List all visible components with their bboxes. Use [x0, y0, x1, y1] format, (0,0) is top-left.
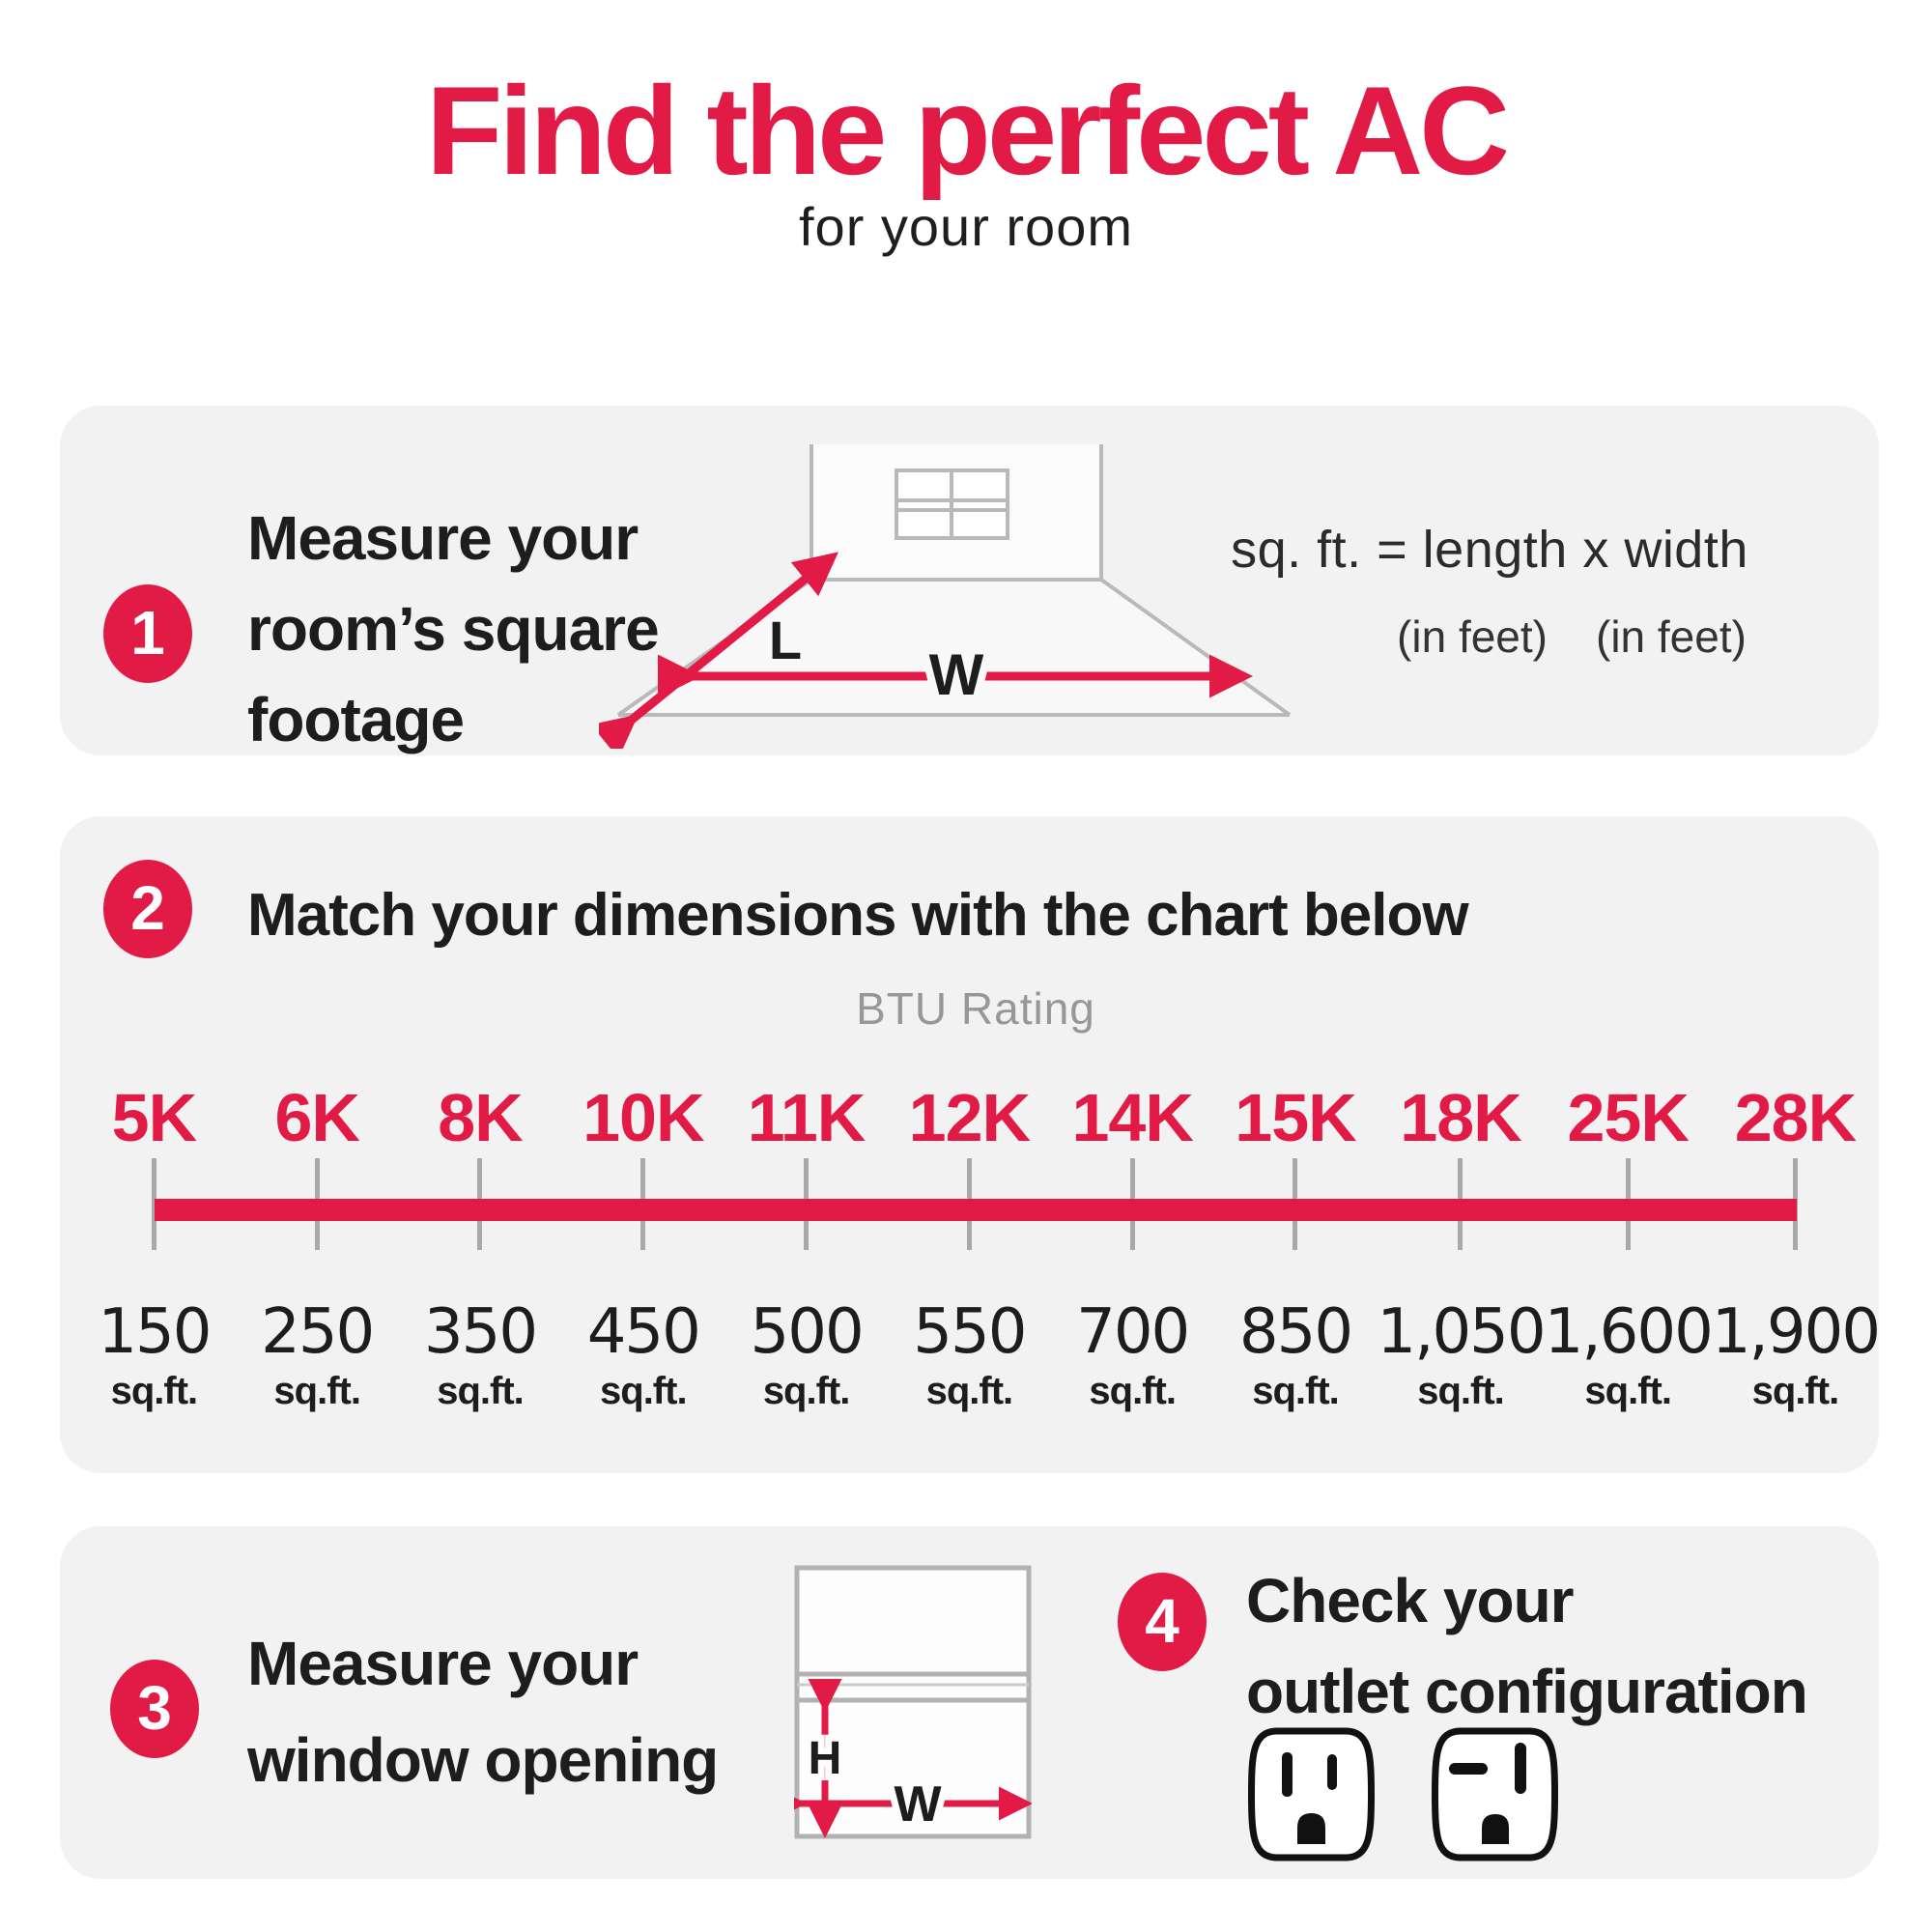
formula-equation: sq. ft. = length x width [1231, 521, 1748, 579]
btu-label: 8K [438, 1080, 523, 1155]
btu-label: 12K [908, 1080, 1031, 1155]
sqft-value: 450 [586, 1296, 699, 1368]
btu-scale-column [1214, 1077, 1378, 1463]
step1-heading-line2: room’s square [247, 594, 659, 664]
sqft-value: 150 [98, 1296, 211, 1368]
btu-label: 25K [1567, 1080, 1689, 1155]
btu-label: 14K [1071, 1080, 1193, 1155]
btu-scale-column [1545, 1077, 1712, 1463]
sqft-unit: sq.ft. [1584, 1370, 1671, 1412]
page-title: Find the perfect AC [425, 60, 1507, 201]
sqft-formula [1142, 520, 1837, 663]
sqft-unit: sq.ft. [273, 1370, 360, 1412]
sqft-value: 1,600 [1544, 1296, 1712, 1368]
window-width-label: W [894, 1776, 942, 1833]
step3-heading [247, 1615, 718, 1808]
sqft-unit: sq.ft. [1751, 1370, 1839, 1412]
sqft-value: 1,900 [1711, 1296, 1880, 1368]
step4-heading-line1: Check your [1246, 1566, 1574, 1635]
btu-label: 6K [274, 1080, 359, 1155]
step4-heading [1246, 1555, 1807, 1737]
sqft-value: 1,050 [1377, 1296, 1545, 1368]
sqft-unit: sq.ft. [600, 1370, 687, 1412]
chart-title: BTU Rating [856, 983, 1095, 1034]
btu-scale-column [399, 1077, 562, 1463]
btu-scale [72, 1077, 1879, 1463]
step3-heading-line1: Measure your [247, 1629, 639, 1698]
step1-heading [247, 493, 659, 765]
btu-scale-column [724, 1077, 888, 1463]
step3-heading-line2: window opening [247, 1725, 719, 1795]
btu-chart [72, 982, 1879, 1463]
step1-card [60, 406, 1879, 755]
formula-unit-width: (in feet) [1596, 611, 1747, 662]
step2-heading: Match your dimensions with the chart below [247, 882, 1468, 949]
sqft-unit: sq.ft. [925, 1370, 1013, 1412]
formula-units [1224, 611, 1919, 663]
step4-number-badge: 4 [1118, 1573, 1207, 1671]
step1-heading-line3: footage [247, 685, 465, 754]
btu-scale-column [1712, 1077, 1879, 1463]
btu-scale-column [561, 1077, 724, 1463]
btu-scale-bar [155, 1199, 1797, 1221]
step1-heading-line1: Measure your [247, 503, 639, 573]
btu-label: 10K [582, 1080, 704, 1155]
sqft-value: 550 [913, 1296, 1026, 1368]
step3-number-badge: 3 [110, 1660, 199, 1758]
sqft-unit: sq.ft. [437, 1370, 524, 1412]
step4-heading-line2: outlet configuration [1246, 1657, 1807, 1726]
length-label: L [768, 610, 803, 670]
page-subtitle: for your room [799, 196, 1133, 257]
formula-unit-length: (in feet) [1397, 611, 1548, 662]
sqft-unit: sq.ft. [1089, 1370, 1176, 1412]
step3-step4-card [60, 1526, 1879, 1879]
outlet-standard-icon [1246, 1724, 1377, 1864]
window-opening-diagram [794, 1565, 1032, 1839]
step2-card [60, 816, 1879, 1473]
room-window-icon [896, 470, 1008, 538]
sqft-unit: sq.ft. [1417, 1370, 1504, 1412]
btu-label: 5K [111, 1080, 197, 1155]
sqft-value: 700 [1076, 1296, 1189, 1368]
btu-scale-column [1051, 1077, 1214, 1463]
sqft-unit: sq.ft. [1252, 1370, 1339, 1412]
step2-number-badge: 2 [103, 860, 192, 958]
btu-label: 18K [1400, 1080, 1521, 1155]
outlet-tandem-icon [1430, 1724, 1560, 1864]
btu-label: 11K [747, 1080, 866, 1155]
sqft-value: 250 [261, 1296, 374, 1368]
window-height-label: H [808, 1733, 842, 1784]
btu-scale-column [72, 1077, 236, 1463]
step1-number-badge: 1 [103, 584, 192, 683]
btu-label: 15K [1235, 1080, 1356, 1155]
btu-scale-column [236, 1077, 399, 1463]
btu-scale-column [1377, 1077, 1544, 1463]
sqft-value: 350 [423, 1296, 537, 1368]
sqft-unit: sq.ft. [110, 1370, 198, 1412]
btu-label: 28K [1734, 1080, 1857, 1155]
btu-scale-column [888, 1077, 1051, 1463]
sqft-value: 500 [750, 1296, 863, 1368]
sqft-unit: sq.ft. [762, 1370, 850, 1412]
width-label: W [928, 642, 984, 707]
sqft-value: 850 [1238, 1296, 1352, 1368]
